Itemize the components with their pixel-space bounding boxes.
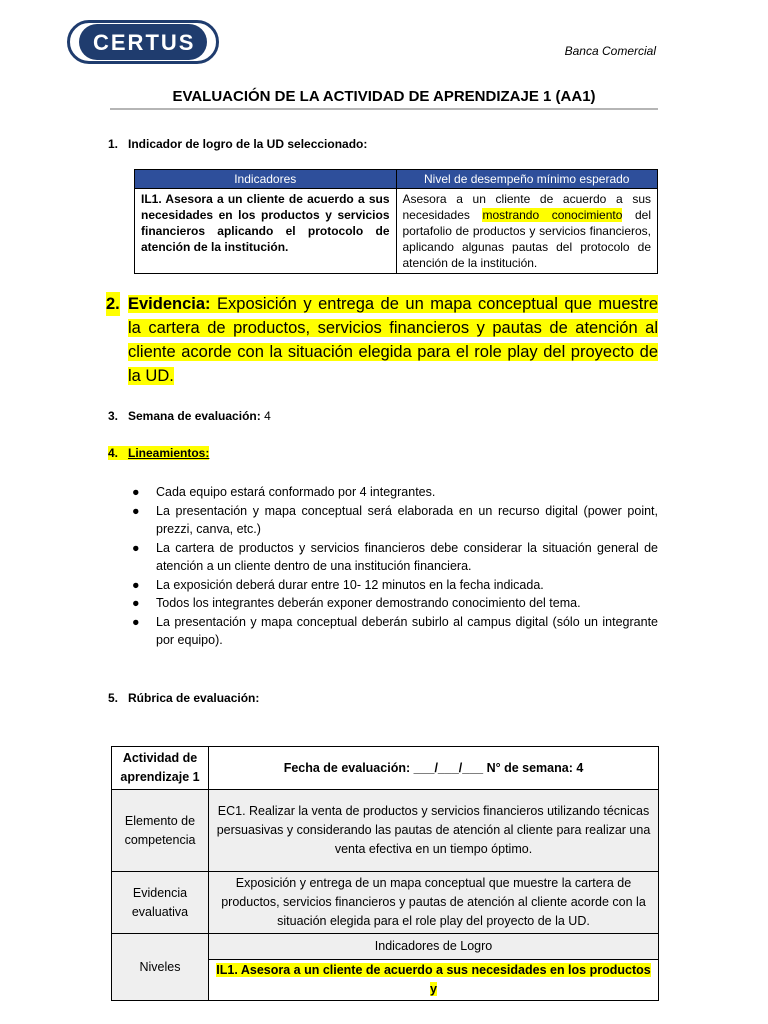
evidence-label: Evidencia:	[128, 295, 211, 313]
bullet-icon: ●	[132, 540, 140, 555]
guidelines-list	[130, 483, 658, 650]
activity-label: Actividad de aprendizaje 1	[112, 747, 209, 790]
evidencia-label: Evidencia evaluativa	[112, 872, 209, 934]
list-item: ● La cartera de productos y servicios financieros debe considerar la situación general de atención a un cliente dentro de una institución financiera.	[132, 540, 658, 573]
page-title: EVALUACIÓN DE LA ACTIVIDAD DE APRENDIZAJE 1 (AA1)	[172, 88, 596, 105]
section-3-heading	[108, 409, 271, 423]
competencia-label: Elemento de competencia	[112, 790, 209, 872]
list-item: ● La presentación y mapa conceptual será elaborada en un recurso digital (power point, prezzi, canva, etc.)	[132, 503, 658, 536]
section-title: Rúbrica de evaluación:	[128, 691, 260, 705]
date-line: Fecha de evaluación: ___/___/___ N° de semana: 4	[209, 747, 659, 790]
il1-text: IL1. Asesora a un cliente de acuerdo a sus necesidades en los productos y	[216, 963, 651, 996]
section-title: Lineamientos:	[128, 446, 210, 460]
title-divider	[110, 108, 658, 110]
evidencia-text: Exposición y entrega de un mapa conceptual que muestre la cartera de productos, servicios financieros y pautas de atención al cliente acorde con la situación elegida para el role play del proyecto de la UD.	[209, 872, 659, 934]
section-number: 4.	[108, 446, 128, 460]
bullet-icon: ●	[132, 577, 140, 592]
section-2-evidence	[106, 292, 658, 388]
logo-text: CERTUS	[79, 24, 207, 60]
section-5-heading	[108, 691, 259, 705]
indicator-table	[134, 169, 658, 274]
section-number: 1.	[108, 137, 119, 151]
level-highlight: mostrando conocimiento	[482, 208, 623, 222]
bullet-icon: ●	[132, 596, 140, 610]
indicators-header: Indicadores	[135, 170, 397, 189]
section-1-heading	[108, 137, 367, 151]
section-title: Indicador de logro de la UD seleccionado:	[128, 137, 368, 151]
section-4-heading	[108, 446, 209, 460]
list-item: ● La presentación y mapa conceptual deberán subirlo al campus digital (sólo un integrante por equipo).	[132, 614, 658, 647]
section-title: Semana de evaluación:	[128, 409, 261, 423]
level-text-pre: Asesora a un cliente de acuerdo a sus necesidades	[402, 192, 651, 222]
bullet-icon: ●	[132, 485, 140, 499]
list-item: ● La exposición deberá durar entre 10- 12 minutos en la fecha indicada.	[130, 576, 658, 595]
evidence-text: Exposición y entrega de un mapa conceptual que muestre la cartera de productos, servicios financieros y pautas de atención al cliente acorde con la situación elegida para el role play del proyecto de la UD.	[128, 295, 658, 385]
level-cell	[396, 189, 658, 274]
niveles-label: Niveles	[112, 934, 209, 1001]
header-course-name: Banca Comercial	[564, 44, 656, 58]
section-number: 3.	[108, 409, 119, 423]
list-item: ● Todos los integrantes deberán exponer demostrando conocimiento del tema.	[130, 594, 658, 613]
level-header: Nivel de desempeño mínimo esperado	[396, 170, 658, 189]
bullet-icon: ●	[132, 614, 140, 629]
indicadores-label: Indicadores de Logro	[209, 934, 659, 960]
section-number: 5.	[108, 691, 119, 705]
list-item: ● Cada equipo estará conformado por 4 integrantes.	[130, 483, 658, 502]
competencia-text: EC1. Realizar la venta de productos y servicios financieros utilizando técnicas persuasivas y considerando las pautas de atención al cliente para realizar una venta efectiva en un tiempo óptimo.	[209, 790, 659, 872]
level-text-post: del portafolio de productos y servicios financieros, aplicando algunas pautas del protocolo de atención de la institución.	[402, 208, 651, 270]
week-value: 4	[260, 409, 271, 423]
section-number: 2.	[106, 292, 120, 316]
indicator-cell: IL1. Asesora a un cliente de acuerdo a sus necesidades en los productos y servicios financieros aplicando el protocolo de atención de la institución.	[135, 189, 397, 274]
bullet-icon: ●	[132, 503, 140, 518]
il1-cell	[209, 960, 659, 1001]
certus-logo	[67, 20, 219, 64]
rubric-table	[111, 746, 659, 1001]
